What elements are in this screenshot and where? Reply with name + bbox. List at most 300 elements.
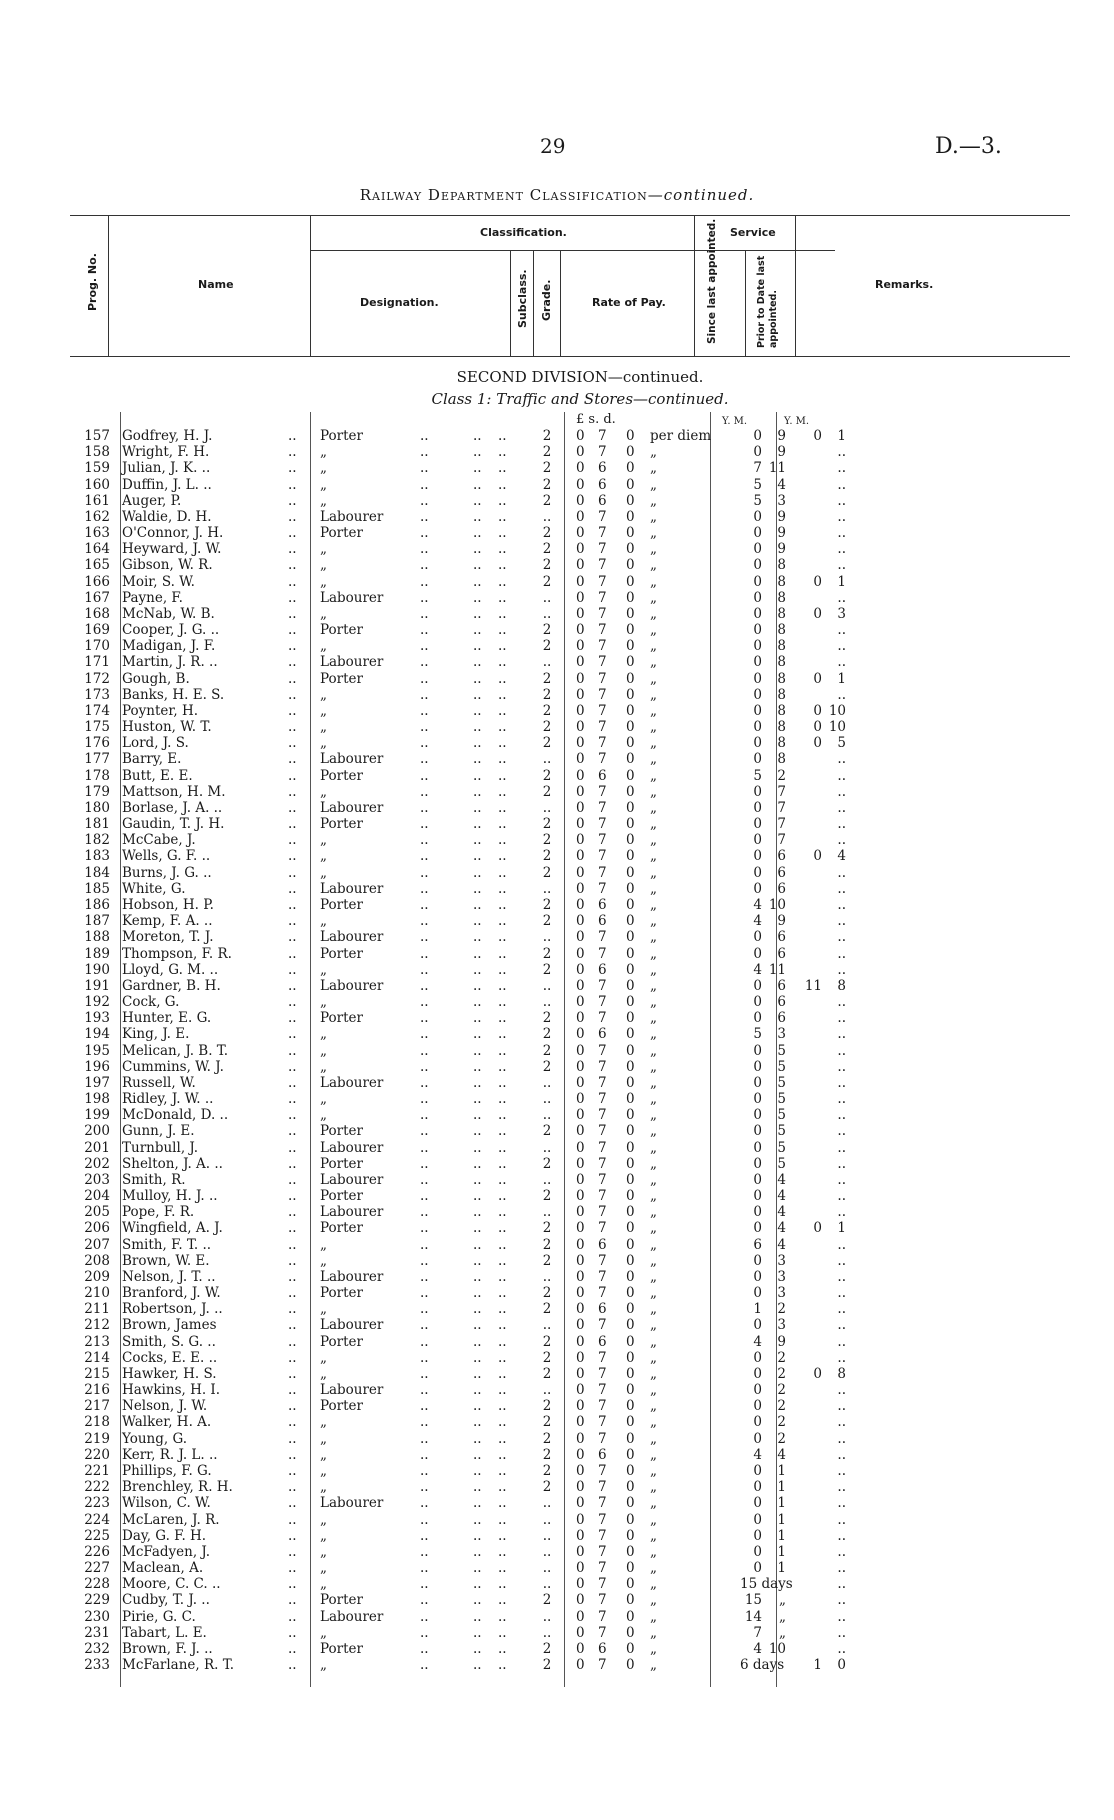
cell-designation: Labourer — [320, 751, 384, 768]
cell-pay-unit: „ — [650, 557, 657, 574]
cell-pounds: 0 — [576, 719, 585, 736]
cell-since-years: 14 — [744, 1608, 762, 1625]
leader-dots: .. — [288, 1091, 297, 1108]
cell-since-years: 0 — [753, 1042, 762, 1059]
cell-prior-months: 4 — [837, 848, 846, 865]
cell-since-years: 0 — [753, 1511, 762, 1528]
cell-prog-no: 222 — [84, 1479, 110, 1496]
table-row — [80, 703, 1080, 719]
cell-pence: 0 — [626, 1317, 635, 1334]
cell-shillings: 7 — [598, 1398, 607, 1415]
leader-dots: .. — [420, 1511, 429, 1528]
cell-name: Huston, W. T. — [122, 719, 212, 736]
cell-designation: Porter — [320, 896, 363, 913]
cell-pounds: 0 — [576, 1624, 585, 1641]
cell-shillings: 7 — [598, 605, 607, 622]
table-row — [80, 1560, 1080, 1576]
cell-pence: 0 — [626, 799, 635, 816]
cell-designation: „ — [320, 1511, 327, 1528]
cell-prior-months: .. — [837, 1123, 846, 1140]
cell-prior-months: .. — [837, 767, 846, 784]
cell-pence: 0 — [626, 476, 635, 493]
cell-designation: „ — [320, 541, 327, 558]
cell-since-years: 4 — [753, 1333, 762, 1350]
cell-pence: 0 — [626, 1365, 635, 1382]
cell-name: Pirie, G. C. — [122, 1608, 196, 1625]
cell-shillings: 7 — [598, 1592, 607, 1609]
leader-dots: .. — [288, 1414, 297, 1431]
cell-since-months: 8 — [777, 686, 786, 703]
cell-prog-no: 195 — [84, 1042, 110, 1059]
cell-shillings: 7 — [598, 783, 607, 800]
table-row — [80, 1350, 1080, 1366]
leader-dots: .. — [288, 1446, 297, 1463]
cell-name: Smith, R. — [122, 1171, 186, 1188]
leader-dots: .. — [498, 1139, 507, 1156]
cell-name: Wells, G. F. .. — [122, 848, 211, 865]
cell-prog-no: 205 — [84, 1204, 110, 1221]
cell-grade: 2 — [542, 460, 552, 477]
cell-shillings: 7 — [598, 1382, 607, 1399]
cell-shillings: 7 — [598, 1560, 607, 1577]
cell-designation: „ — [320, 638, 327, 655]
cell-name: Hawker, H. S. — [122, 1365, 217, 1382]
leader-dots: .. — [498, 1026, 507, 1043]
leader-dots: .. — [498, 1446, 507, 1463]
cell-pence: 0 — [626, 670, 635, 687]
leader-dots: .. — [473, 1624, 482, 1641]
cell-since-years: 0 — [753, 654, 762, 671]
table-row — [80, 1398, 1080, 1414]
leader-dots: .. — [498, 1123, 507, 1140]
cell-pay-unit: „ — [650, 719, 657, 736]
cell-name: McDonald, D. .. — [122, 1107, 229, 1124]
leader-dots: .. — [420, 1026, 429, 1043]
cell-prog-no: 210 — [84, 1285, 110, 1302]
leader-dots: .. — [473, 508, 482, 525]
leader-dots: .. — [498, 492, 507, 509]
cell-pay-unit: „ — [650, 961, 657, 978]
document-reference: D.—3. — [935, 134, 1002, 159]
cell-since-years: 0 — [753, 783, 762, 800]
cell-prior-months: .. — [837, 1155, 846, 1172]
cell-since-years: 0 — [753, 1398, 762, 1415]
cell-since-months: 5 — [777, 1042, 786, 1059]
leader-dots: .. — [498, 622, 507, 639]
leader-dots: .. — [420, 1576, 429, 1593]
cell-pay-unit: „ — [650, 605, 657, 622]
cell-shillings: 6 — [598, 1026, 607, 1043]
table-row — [80, 1544, 1080, 1560]
leader-dots: .. — [498, 913, 507, 930]
leader-dots: .. — [473, 1252, 482, 1269]
table-row — [80, 897, 1080, 913]
cell-pay-unit: „ — [650, 525, 657, 542]
table-row — [80, 962, 1080, 978]
cell-prog-no: 221 — [84, 1463, 110, 1479]
cell-pounds: 0 — [576, 896, 585, 913]
cell-name: Hunter, E. G. — [122, 1010, 212, 1027]
cell-shillings: 7 — [598, 638, 607, 655]
cell-pay-unit: „ — [650, 799, 657, 816]
cell-since-years: 0 — [753, 670, 762, 687]
cell-grade: 2 — [542, 1592, 552, 1609]
cell-name: Cock, G. — [122, 994, 180, 1011]
cell-shillings: 7 — [598, 541, 607, 558]
cell-grade: 2 — [542, 1236, 552, 1253]
cell-name: Gough, B. — [122, 670, 190, 687]
cell-prog-no: 201 — [84, 1139, 110, 1156]
leader-dots: .. — [498, 1301, 507, 1318]
cell-since-years: 1 — [753, 1301, 762, 1318]
cell-since-years: 0 — [753, 1495, 762, 1512]
cell-pay-unit: „ — [650, 1139, 657, 1156]
cell-designation: „ — [320, 1091, 327, 1108]
cell-since-years: 0 — [753, 1139, 762, 1156]
cell-designation: „ — [320, 1560, 327, 1577]
cell-prior-months: .. — [837, 799, 846, 816]
cell-prior-months: .. — [837, 961, 846, 978]
table-row — [80, 541, 1080, 557]
cell-pence: 0 — [626, 735, 635, 752]
cell-prior-months: .. — [837, 1074, 846, 1091]
cell-prog-no: 208 — [84, 1252, 110, 1269]
cell-pence: 0 — [626, 589, 635, 606]
cell-name: Cocks, E. E. .. — [122, 1349, 218, 1366]
cell-designation: Porter — [320, 1220, 363, 1237]
cell-since-years: 4 — [753, 896, 762, 913]
leader-dots: .. — [473, 605, 482, 622]
cell-pounds: 0 — [576, 783, 585, 800]
cell-prior-years: 1 — [813, 1657, 822, 1674]
cell-prog-no: 189 — [84, 945, 110, 962]
cell-shillings: 7 — [598, 1430, 607, 1447]
table-row — [80, 1301, 1080, 1317]
cell-since-months: 11 — [768, 961, 786, 978]
leader-dots: .. — [420, 1074, 429, 1091]
cell-pay-unit: „ — [650, 1220, 657, 1237]
leader-dots: .. — [498, 799, 507, 816]
leader-dots: .. — [473, 832, 482, 849]
leader-dots: .. — [498, 880, 507, 897]
cell-prog-no: 190 — [84, 961, 110, 978]
cell-grade: 2 — [542, 945, 552, 962]
cell-prog-no: 214 — [84, 1349, 110, 1366]
cell-designation: Porter — [320, 1640, 363, 1657]
cell-name: Lord, J. S. — [122, 735, 189, 752]
cell-since-months: 6 — [777, 929, 786, 946]
cell-shillings: 7 — [598, 848, 607, 865]
leader-dots: .. — [288, 994, 297, 1011]
cell-name: Payne, F. — [122, 589, 183, 606]
cell-name: Hawkins, H. I. — [122, 1382, 221, 1399]
leader-dots: .. — [473, 686, 482, 703]
cell-pounds: 0 — [576, 1204, 585, 1221]
table-row — [80, 1576, 1080, 1592]
table-row — [80, 1479, 1080, 1495]
cell-name: Banks, H. E. S. — [122, 686, 225, 703]
leader-dots: .. — [498, 508, 507, 525]
cell-prog-no: 229 — [84, 1592, 110, 1609]
cell-since-months: 5 — [777, 1139, 786, 1156]
cell-pounds: 0 — [576, 1123, 585, 1140]
cell-since-years: 0 — [753, 1349, 762, 1366]
cell-pay-unit: „ — [650, 1446, 657, 1463]
cell-name: Brown, F. J. .. — [122, 1640, 213, 1657]
leader-dots: .. — [498, 961, 507, 978]
table-row — [80, 1495, 1080, 1511]
leader-dots: .. — [420, 1010, 429, 1027]
cell-since-months: „ — [779, 1624, 786, 1641]
cell-since-years: 0 — [753, 1204, 762, 1221]
cell-since-months: 2 — [777, 1365, 786, 1382]
leader-dots: .. — [498, 1285, 507, 1302]
cell-designation: „ — [320, 1026, 327, 1043]
leader-dots: .. — [473, 1463, 482, 1479]
table-row — [80, 590, 1080, 606]
cell-prior-months: .. — [837, 1527, 846, 1544]
cell-prog-no: 175 — [84, 719, 110, 736]
cell-shillings: 6 — [598, 492, 607, 509]
leader-dots: .. — [498, 1624, 507, 1641]
leader-dots: .. — [420, 1220, 429, 1237]
table-row — [80, 1237, 1080, 1253]
leader-dots: .. — [288, 735, 297, 752]
cell-prog-no: 170 — [84, 638, 110, 655]
leader-dots: .. — [288, 1495, 297, 1512]
leader-dots: .. — [498, 1333, 507, 1350]
cell-since-months: 5 — [777, 1058, 786, 1075]
cell-grade: .. — [542, 1511, 552, 1528]
cell-since-years: 0 — [753, 638, 762, 655]
cell-grade: 2 — [542, 1657, 552, 1674]
cell-pounds: 0 — [576, 654, 585, 671]
cell-prog-no: 223 — [84, 1495, 110, 1512]
cell-designation: Porter — [320, 1285, 363, 1302]
cell-pence: 0 — [626, 444, 635, 461]
cell-prog-no: 200 — [84, 1123, 110, 1140]
leader-dots: .. — [288, 1252, 297, 1269]
cell-since-months: 1 — [777, 1479, 786, 1496]
cell-pence: 0 — [626, 896, 635, 913]
cell-grade: .. — [542, 1204, 552, 1221]
table-row — [80, 1140, 1080, 1156]
leader-dots: .. — [420, 1543, 429, 1560]
leader-dots: .. — [473, 1010, 482, 1027]
cell-designation: „ — [320, 1576, 327, 1593]
leader-dots: .. — [473, 492, 482, 509]
cell-pounds: 0 — [576, 428, 585, 444]
cell-pence: 0 — [626, 1543, 635, 1560]
leader-dots: .. — [420, 1268, 429, 1285]
cell-pounds: 0 — [576, 1301, 585, 1318]
cell-designation: Labourer — [320, 1495, 384, 1512]
leader-dots: .. — [473, 1560, 482, 1577]
leader-dots: .. — [288, 589, 297, 606]
cell-prior-months: .. — [837, 1592, 846, 1609]
leader-dots: .. — [420, 1301, 429, 1318]
leader-dots: .. — [473, 1382, 482, 1399]
cell-prior-months: .. — [837, 1026, 846, 1043]
leader-dots: .. — [473, 1349, 482, 1366]
cell-prior-months: .. — [837, 1285, 846, 1302]
leader-dots: .. — [498, 1268, 507, 1285]
cell-pounds: 0 — [576, 816, 585, 833]
table-row — [80, 460, 1080, 476]
leader-dots: .. — [498, 1042, 507, 1059]
leader-dots: .. — [473, 476, 482, 493]
cell-shillings: 7 — [598, 1123, 607, 1140]
leader-dots: .. — [420, 1608, 429, 1625]
cell-pence: 0 — [626, 1527, 635, 1544]
cell-grade: .. — [542, 1608, 552, 1625]
cell-pay-unit: „ — [650, 1365, 657, 1382]
leader-dots: .. — [473, 880, 482, 897]
table-row — [80, 1156, 1080, 1172]
leader-dots: .. — [473, 654, 482, 671]
leader-dots: .. — [473, 1317, 482, 1334]
leader-dots: .. — [498, 1058, 507, 1075]
leader-dots: .. — [473, 1042, 482, 1059]
cell-since-years: 0 — [753, 605, 762, 622]
cell-since-months: 5 — [777, 1123, 786, 1140]
leader-dots: .. — [420, 848, 429, 865]
cell-grade: 2 — [542, 735, 552, 752]
cell-designation: Porter — [320, 622, 363, 639]
cell-designation: Labourer — [320, 1204, 384, 1221]
cell-since-years: 15 days — [740, 1576, 793, 1593]
cell-since-months: 7 — [777, 816, 786, 833]
cell-prior-months: .. — [837, 638, 846, 655]
cell-prog-no: 166 — [84, 573, 110, 590]
cell-prior-months: .. — [837, 1333, 846, 1350]
cell-pounds: 0 — [576, 1236, 585, 1253]
table-row — [80, 800, 1080, 816]
cell-pay-unit: „ — [650, 767, 657, 784]
leader-dots: .. — [288, 767, 297, 784]
cell-pounds: 0 — [576, 1252, 585, 1269]
cell-designation: Porter — [320, 1333, 363, 1350]
leader-dots: .. — [473, 1511, 482, 1528]
leader-dots: .. — [498, 702, 507, 719]
cell-pounds: 0 — [576, 670, 585, 687]
leader-dots: .. — [473, 573, 482, 590]
cell-pence: 0 — [626, 492, 635, 509]
table-row — [80, 848, 1080, 864]
col-rate-of-pay: Rate of Pay. — [592, 296, 666, 309]
leader-dots: .. — [473, 1091, 482, 1108]
cell-prog-no: 203 — [84, 1171, 110, 1188]
leader-dots: .. — [420, 1333, 429, 1350]
cell-designation: Porter — [320, 1188, 363, 1205]
cell-since-months: 9 — [777, 428, 786, 444]
table-row — [80, 638, 1080, 654]
cell-pounds: 0 — [576, 573, 585, 590]
cell-pay-unit: „ — [650, 1155, 657, 1172]
cell-pounds: 0 — [576, 1074, 585, 1091]
cell-pence: 0 — [626, 1349, 635, 1366]
table-row — [80, 493, 1080, 509]
leader-dots: .. — [498, 1398, 507, 1415]
cell-since-months: 1 — [777, 1463, 786, 1479]
table-row — [80, 1592, 1080, 1608]
cell-pay-unit: „ — [650, 1495, 657, 1512]
cell-shillings: 7 — [598, 1317, 607, 1334]
cell-prog-no: 171 — [84, 654, 110, 671]
leader-dots: .. — [420, 1382, 429, 1399]
cell-shillings: 7 — [598, 1107, 607, 1124]
leader-dots: .. — [498, 1495, 507, 1512]
leader-dots: .. — [288, 1657, 297, 1674]
leader-dots: .. — [288, 1511, 297, 1528]
cell-grade: 2 — [542, 1220, 552, 1237]
cell-name: Smith, S. G. .. — [122, 1333, 216, 1350]
table-row — [80, 1253, 1080, 1269]
cell-designation: „ — [320, 1430, 327, 1447]
cell-pence: 0 — [626, 1220, 635, 1237]
leader-dots: .. — [288, 945, 297, 962]
table-row — [80, 1026, 1080, 1042]
leader-dots: .. — [288, 1220, 297, 1237]
service-units-since: Y. M. — [722, 416, 748, 427]
cell-pay-unit: „ — [650, 589, 657, 606]
cell-shillings: 7 — [598, 719, 607, 736]
cell-grade: .. — [542, 1317, 552, 1334]
leader-dots: .. — [473, 1657, 482, 1674]
leader-dots: .. — [498, 1010, 507, 1027]
table-row — [80, 557, 1080, 573]
cell-shillings: 7 — [598, 735, 607, 752]
cell-shillings: 7 — [598, 654, 607, 671]
cell-designation: Labourer — [320, 654, 384, 671]
leader-dots: .. — [420, 1414, 429, 1431]
cell-designation: Labourer — [320, 1074, 384, 1091]
cell-since-months: 2 — [777, 767, 786, 784]
cell-shillings: 7 — [598, 1204, 607, 1221]
leader-dots: .. — [288, 913, 297, 930]
cell-since-years: 0 — [753, 686, 762, 703]
cell-grade: 2 — [542, 1430, 552, 1447]
cell-grade: 2 — [542, 622, 552, 639]
cell-prior-months: .. — [837, 1543, 846, 1560]
leader-dots: .. — [498, 541, 507, 558]
service-units-prior: Y. M. — [784, 416, 810, 427]
cell-pounds: 0 — [576, 1414, 585, 1431]
cell-prior-months: .. — [837, 1139, 846, 1156]
cell-since-years: 4 — [753, 913, 762, 930]
leader-dots: .. — [288, 799, 297, 816]
leader-dots: .. — [420, 1527, 429, 1544]
table-row — [80, 1059, 1080, 1075]
cell-shillings: 7 — [598, 589, 607, 606]
cell-prior-months: .. — [837, 1268, 846, 1285]
cell-name: Kerr, R. J. L. .. — [122, 1446, 218, 1463]
cell-since-months: 7 — [777, 832, 786, 849]
leader-dots: .. — [498, 460, 507, 477]
leader-dots: .. — [420, 1398, 429, 1415]
leader-dots: .. — [288, 1349, 297, 1366]
cell-pence: 0 — [626, 1171, 635, 1188]
cell-pence: 0 — [626, 1463, 635, 1479]
cell-shillings: 7 — [598, 799, 607, 816]
cell-since-years: 0 — [753, 1414, 762, 1431]
cell-designation: Labourer — [320, 1608, 384, 1625]
leader-dots: .. — [473, 622, 482, 639]
leader-dots: .. — [420, 1317, 429, 1334]
cell-prog-no: 173 — [84, 686, 110, 703]
cell-pounds: 0 — [576, 1268, 585, 1285]
cell-prog-no: 198 — [84, 1091, 110, 1108]
